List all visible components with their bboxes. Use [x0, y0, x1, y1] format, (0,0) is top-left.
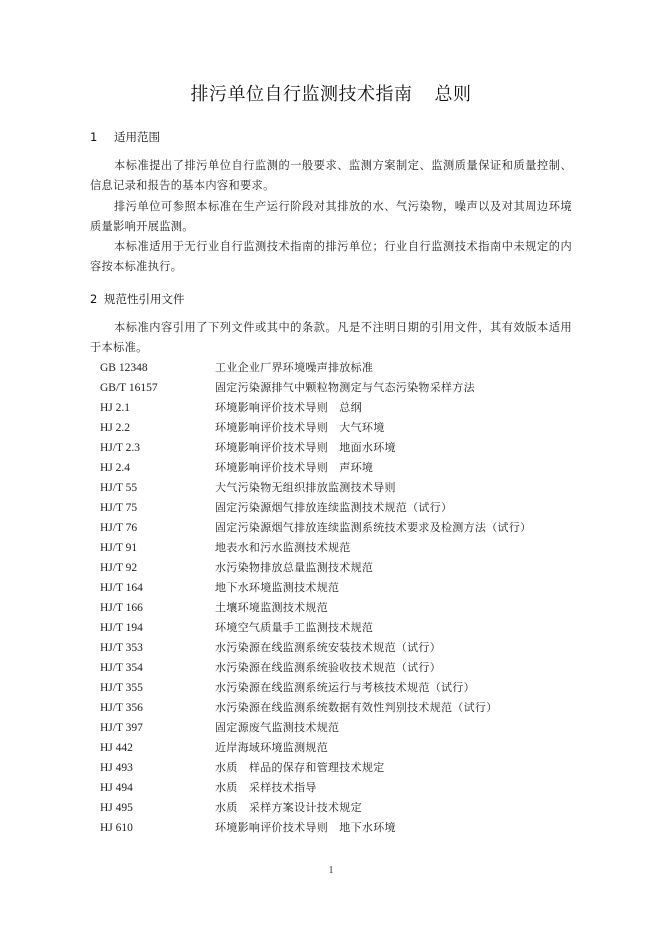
reference-row — [100, 778, 580, 798]
reference-title: 大气污染物无组织排放监测技术导则 — [215, 481, 396, 494]
reference-row — [100, 518, 580, 538]
page-number: 1 — [328, 865, 334, 876]
reference-code: HJ/T 91 — [100, 542, 138, 554]
reference-row — [100, 578, 580, 598]
reference-code: HJ 494 — [100, 782, 133, 794]
title-sub: 总则 — [434, 84, 472, 105]
section-number: 1 — [90, 130, 98, 144]
reference-code: HJ 2.4 — [100, 462, 131, 474]
reference-title: 近岸海域环境监测规范 — [215, 741, 328, 754]
reference-list — [100, 358, 580, 838]
reference-row — [100, 378, 580, 398]
reference-row — [100, 698, 580, 718]
reference-code: HJ 610 — [100, 822, 133, 834]
reference-code: HJ 442 — [100, 742, 133, 754]
title-main: 排污单位自行监测技术指南 — [190, 84, 413, 105]
section-heading-scope — [90, 129, 160, 145]
reference-code: HJ/T 76 — [100, 522, 138, 534]
reference-row — [100, 818, 580, 838]
reference-title: 固定源废气监测技术规范 — [215, 721, 340, 734]
reference-title: 水质 采样方案设计技术规定 — [215, 801, 362, 814]
reference-title: 水污染源在线监测系统验收技术规范（试行） — [215, 661, 441, 674]
reference-code: HJ/T 354 — [100, 662, 143, 674]
reference-title: 固定污染源烟气排放连续监测系统技术要求及检测方法（试行） — [215, 521, 532, 534]
reference-code: HJ 2.1 — [100, 402, 131, 414]
reference-code: HJ/T 92 — [100, 562, 138, 574]
paragraph: 本标准提出了排污单位自行监测的一般要求、监测方案制定、监测质量保证和质量控制、信息记录和报告的基本内容和要求。 — [90, 159, 572, 193]
reference-code: HJ/T 166 — [100, 602, 143, 614]
section-heading-normative-references — [90, 291, 185, 307]
reference-row — [100, 758, 580, 778]
reference-code: HJ/T 397 — [100, 722, 143, 734]
reference-code: HJ/T 353 — [100, 642, 143, 654]
reference-row — [100, 798, 580, 818]
reference-code: HJ/T 355 — [100, 682, 143, 694]
reference-row — [100, 678, 580, 698]
reference-title: 水污染源在线监测系统数据有效性判别技术规范（试行） — [215, 701, 498, 714]
reference-row — [100, 738, 580, 758]
reference-row — [100, 498, 580, 518]
reference-code: HJ/T 2.3 — [100, 442, 141, 454]
reference-title: 工业企业厂界环境噪声排放标准 — [215, 361, 374, 374]
section-title: 规范性引用文件 — [104, 292, 185, 306]
section-number: 2 — [90, 292, 98, 306]
reference-row — [100, 358, 580, 378]
reference-title: 水污染源在线监测系统运行与考核技术规范（试行） — [215, 681, 475, 694]
reference-title: 水质 采样技术指导 — [215, 781, 317, 794]
reference-title: 固定污染源排气中颗粒物测定与气态污染物采样方法 — [215, 381, 475, 394]
reference-row — [100, 618, 580, 638]
reference-code: HJ/T 164 — [100, 582, 143, 594]
reference-title: 土壤环境监测技术规范 — [215, 601, 328, 614]
reference-title: 环境影响评价技术导则 地面水环境 — [215, 441, 396, 454]
reference-code: HJ/T 75 — [100, 502, 138, 514]
reference-row — [100, 558, 580, 578]
paragraph: 本标准内容引用了下列文件或其中的条款。凡是不注明日期的引用文件，其有效版本适用于本标准。 — [90, 321, 572, 355]
reference-row — [100, 458, 580, 478]
reference-row — [100, 658, 580, 678]
reference-code: GB/T 16157 — [100, 382, 158, 394]
reference-title: 固定污染源烟气排放连续监测技术规范（试行） — [215, 501, 453, 514]
reference-title: 环境影响评价技术导则 声环境 — [215, 461, 374, 474]
reference-title: 环境影响评价技术导则 地下水环境 — [215, 821, 396, 834]
reference-code: HJ 495 — [100, 802, 133, 814]
reference-code: GB 12348 — [100, 362, 148, 374]
document-title — [0, 80, 662, 106]
reference-title: 环境影响评价技术导则 总纲 — [215, 401, 362, 414]
reference-title: 水污染源在线监测系统安装技术规范（试行） — [215, 641, 441, 654]
paragraph: 本标准适用于无行业自行监测技术指南的排污单位；行业自行监测技术指南中未规定的内容按本标准执行。 — [90, 240, 572, 274]
reference-title: 水污染物排放总量监测技术规范 — [215, 561, 374, 574]
reference-row — [100, 398, 580, 418]
reference-row — [100, 418, 580, 438]
section-title: 适用范围 — [114, 130, 160, 144]
paragraph: 排污单位可参照本标准在生产运行阶段对其排放的水、气污染物，噪声以及对其周边环境质量影响开展监测。 — [90, 200, 572, 234]
reference-code: HJ/T 55 — [100, 482, 138, 494]
reference-title: 环境空气质量手工监测技术规范 — [215, 621, 374, 634]
reference-code: HJ 493 — [100, 762, 133, 774]
reference-code: HJ/T 356 — [100, 702, 143, 714]
reference-row — [100, 478, 580, 498]
reference-title: 地表水和污水监测技术规范 — [215, 541, 351, 554]
reference-code: HJ 2.2 — [100, 422, 131, 434]
reference-row — [100, 438, 580, 458]
reference-title: 环境影响评价技术导则 大气环境 — [215, 421, 385, 434]
reference-row — [100, 598, 580, 618]
reference-row — [100, 718, 580, 738]
reference-title: 水质 样品的保存和管理技术规定 — [215, 761, 385, 774]
reference-row — [100, 538, 580, 558]
reference-code: HJ/T 194 — [100, 622, 143, 634]
reference-title: 地下水环境监测技术规范 — [215, 581, 340, 594]
reference-row — [100, 638, 580, 658]
